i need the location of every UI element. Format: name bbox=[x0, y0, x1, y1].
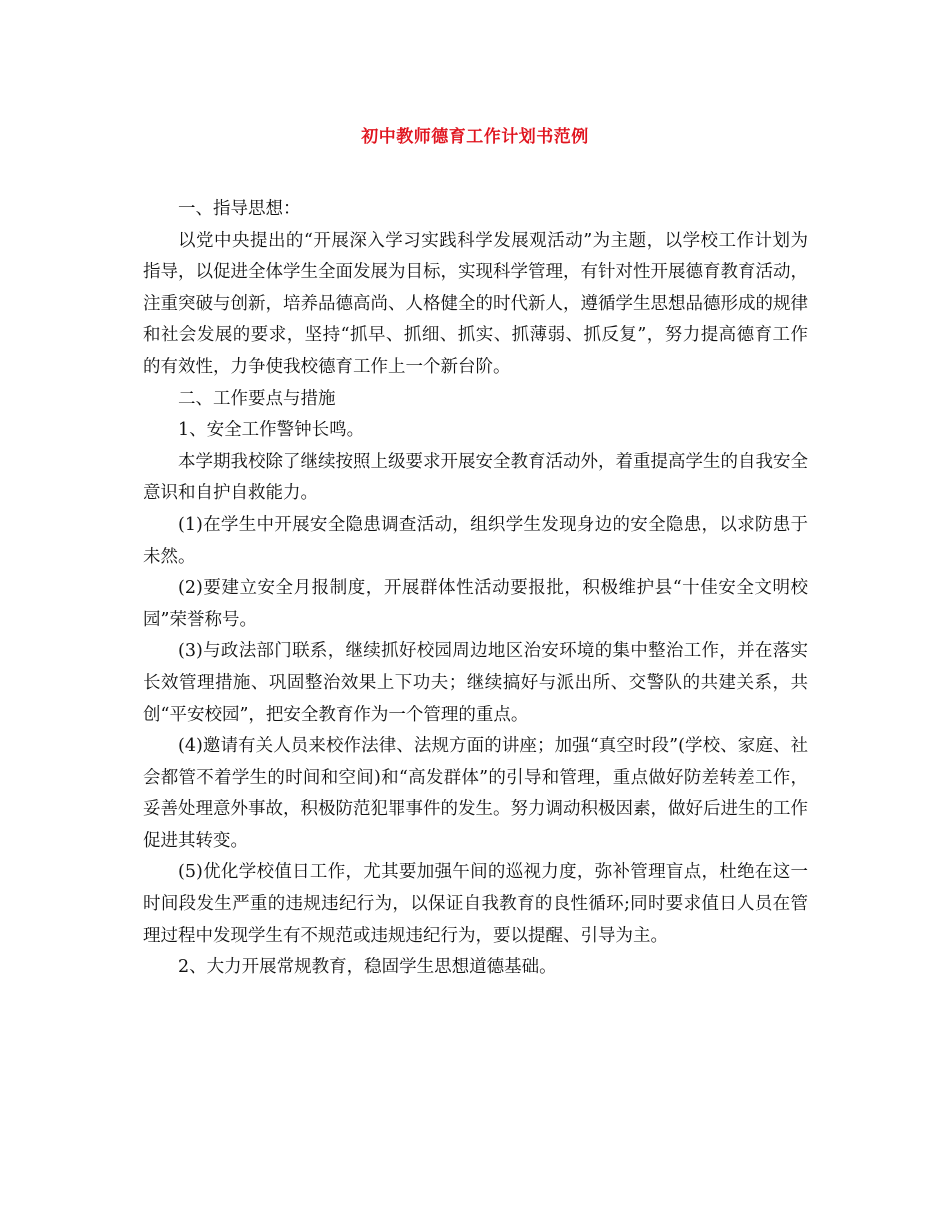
list-item-2: (2)要建立安全月报制度，开展群体性活动要报批，积极维护县“十佳安全文明校园”荣誉称号。 bbox=[143, 578, 808, 630]
subheading-safety: 1、安全工作警钟长鸣。 bbox=[178, 420, 365, 441]
document-body bbox=[143, 194, 808, 984]
list-item-5: (5)优化学校值日工作，尤其要加强午间的巡视力度，弥补管理盲点，杜绝在这一时间段发生严重的违规违纪行为，以保证自我教育的良性循环;同时要求值日人员在管理过程中发现学生有不规范或违规违纪行为，要以提醒、引导为主。 bbox=[143, 862, 808, 946]
list-item-3: (3)与政法部门联系，继续抓好校园周边地区治安环境的集中整治工作，并在落实长效管理措施、巩固整治效果上下功夫；继续搞好与派出所、交警队的共建关系，共创“平安校园”，把安全教育作为一个管理的重点。 bbox=[143, 641, 808, 725]
heading-work-points: 二、工作要点与措施 bbox=[178, 388, 336, 409]
list-item-1: (1)在学生中开展安全隐患调查活动，组织学生发现身边的安全隐患，以求防患于未然。 bbox=[143, 514, 808, 567]
paragraph-safety-intro: 本学期我校除了继续按照上级要求开展安全教育活动外，着重提高学生的自我安全意识和自护自救能力。 bbox=[143, 451, 808, 504]
subheading-routine-education: 2、大力开展常规教育，稳固学生思想道德基础。 bbox=[178, 957, 557, 978]
list-item-4: (4)邀请有关人员来校作法律、法规方面的讲座；加强“真空时段”(学校、家庭、社会都管不着学生的时间和空间)和“高发群体”的引导和管理，重点做好防差转差工作，妥善处理意外事故，积极防范犯罪事件的发生。努力调动积极因素，做好后进生的工作促进其转变。 bbox=[143, 736, 808, 851]
document-title: 初中教师德育工作计划书范例 bbox=[361, 127, 589, 147]
heading-guiding-ideology: 一、指导思想： bbox=[178, 199, 301, 219]
paragraph-guiding-ideology: 以党中央提出的“开展深入学习实践科学发展观活动”为主题，以学校工作计划为指导，以促进全体学生全面发展为目标，实现科学管理，有针对性开展德育教育活动，注重突破与创新，培养品德高尚、人格健全的时代新人，遵循学生思想品德形成的规律和社会发展的要求，坚持“抓早、抓细、抓实、抓薄弱、抓反复”，努力提高德育工作的有效性，力争使我校德育工作上一个新台阶。 bbox=[143, 230, 808, 377]
